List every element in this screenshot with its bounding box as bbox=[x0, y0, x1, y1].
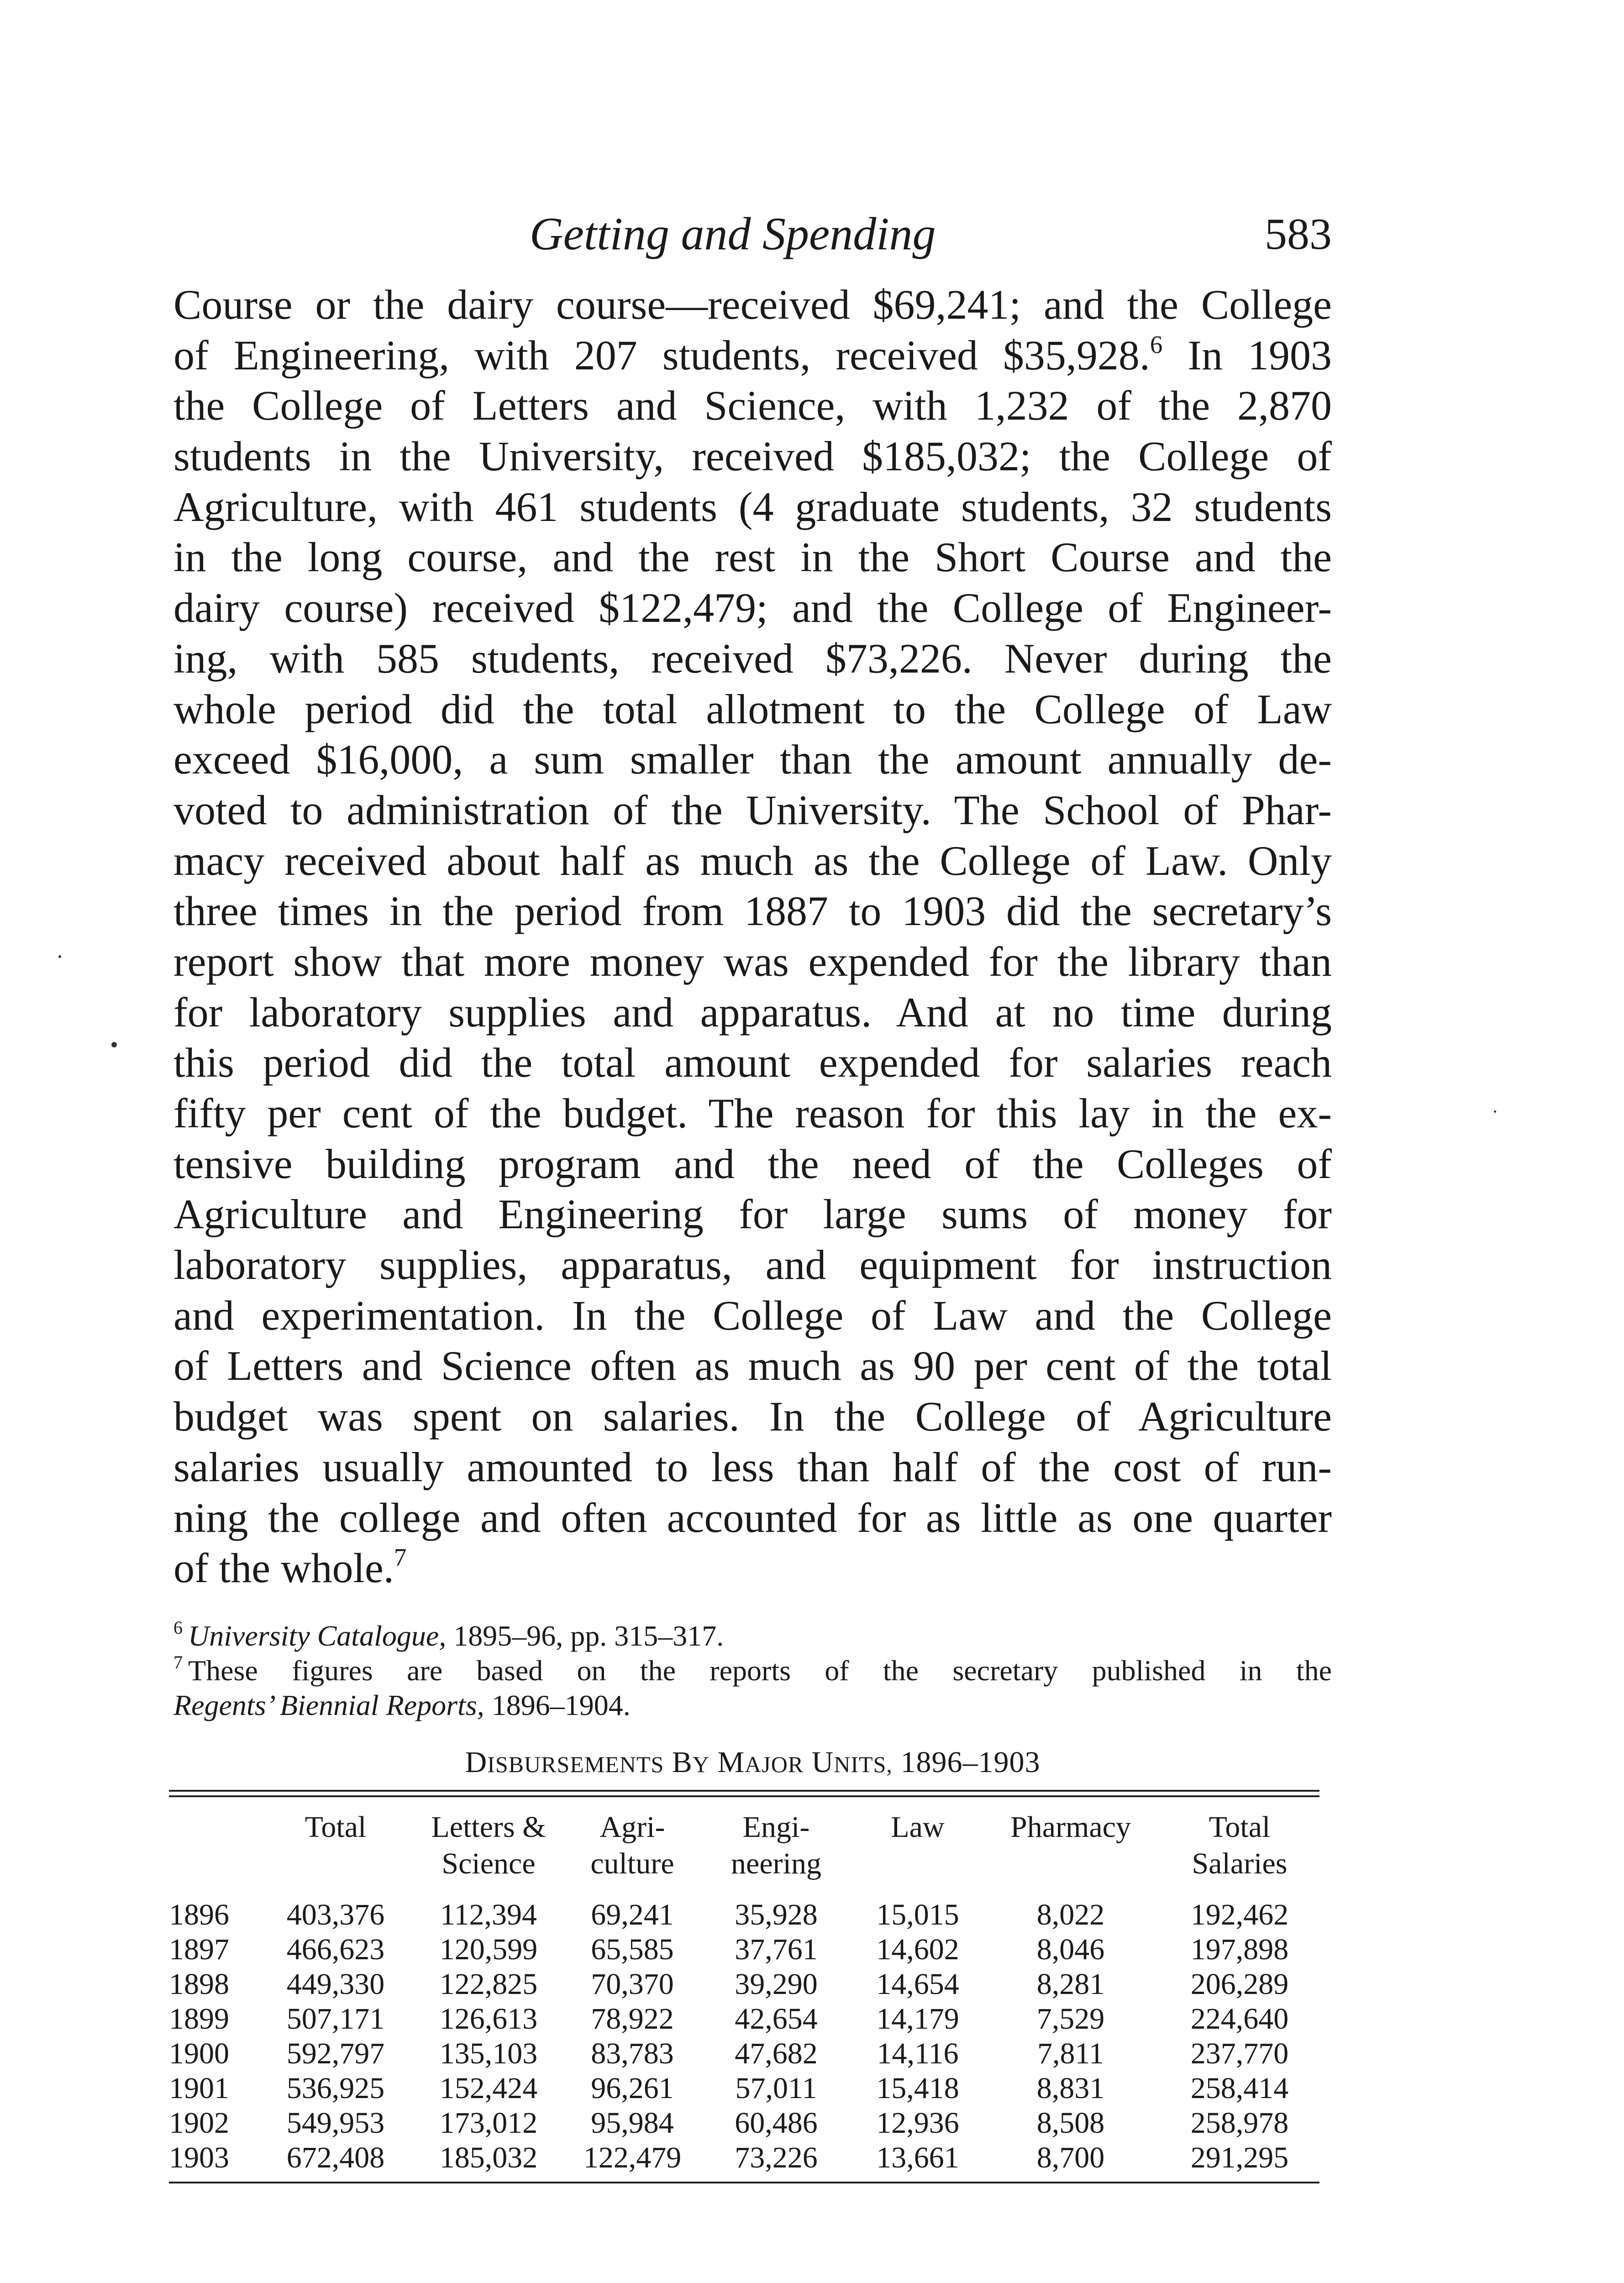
header-cell bbox=[1160, 1797, 1319, 1893]
footnote-6 bbox=[173, 1619, 1332, 1653]
scan-speck bbox=[58, 955, 61, 958]
value-cell: 15,418 bbox=[876, 2072, 959, 2105]
table-row bbox=[169, 1967, 1319, 2002]
value-cell: 7,811 bbox=[1037, 2037, 1104, 2070]
year-cell: 1897 bbox=[169, 1933, 229, 1966]
table-title-word bbox=[465, 1746, 664, 1779]
footnote-citation-title: University Catalogue, bbox=[188, 1620, 447, 1652]
value-cell: 592,797 bbox=[286, 2037, 385, 2070]
value-cell: 122,825 bbox=[439, 1967, 538, 2001]
scan-speck bbox=[1494, 1110, 1496, 1113]
table-row bbox=[169, 1893, 1319, 1932]
body-line: this period did the total amount expended for salaries reach bbox=[173, 1039, 1332, 1086]
header-cell bbox=[260, 1797, 411, 1893]
footnote-citation-rest: 1896–1904. bbox=[484, 1689, 631, 1721]
body-line: tensive building program and the need of the Colleges of bbox=[173, 1140, 1332, 1187]
footnote-line bbox=[173, 1653, 1332, 1688]
value-cell: 78,922 bbox=[591, 2002, 674, 2036]
disbursements-table-wrap bbox=[169, 1790, 1319, 2183]
body-line: Agriculture and Engineering for large sums of money for bbox=[173, 1191, 1332, 1238]
table-title-word bbox=[717, 1746, 804, 1779]
header-line2: culture bbox=[590, 1847, 674, 1880]
page-number: 583 bbox=[1265, 210, 1332, 259]
value-cell: 14,179 bbox=[876, 2002, 959, 2036]
body-line: Course or the dairy course—received $69,241; and the College bbox=[173, 281, 1332, 328]
header-line1: Agri- bbox=[599, 1810, 665, 1844]
year-cell: 1898 bbox=[169, 1967, 229, 2001]
body-line: Agriculture, with 461 students (4 graduate students, 32 students bbox=[173, 483, 1332, 530]
body-line: report show that more money was expended for the library than bbox=[173, 938, 1332, 985]
body-line: exceed $16,000, a sum smaller than the amount annually de- bbox=[173, 736, 1332, 783]
year-cell: 1903 bbox=[169, 2141, 229, 2174]
table-row bbox=[169, 2002, 1319, 2036]
body-line: voted to administration of the University. The School of Phar- bbox=[173, 786, 1332, 833]
value-cell: 12,936 bbox=[876, 2106, 959, 2140]
value-cell: 8,046 bbox=[1036, 1933, 1105, 1966]
header-line1: Total bbox=[305, 1810, 367, 1844]
value-cell: 57,011 bbox=[735, 2072, 817, 2105]
value-cell: 95,984 bbox=[591, 2106, 674, 2140]
body-line: ning the college and often accounted for as little as one quarter bbox=[173, 1494, 1332, 1541]
value-cell: 47,682 bbox=[735, 2037, 818, 2070]
header-line1: Law bbox=[891, 1810, 945, 1844]
table-row bbox=[169, 2071, 1319, 2106]
value-cell: 8,022 bbox=[1036, 1898, 1105, 1931]
value-cell: 13,661 bbox=[876, 2141, 959, 2174]
title-rest: ISBURSEMENTS bbox=[487, 1752, 664, 1777]
body-line-text: of Engineering, with 207 students, received $35,928. bbox=[173, 331, 1150, 379]
value-cell: 39,290 bbox=[735, 1967, 818, 2001]
value-cell: 37,761 bbox=[735, 1933, 818, 1966]
value-cell: 120,599 bbox=[439, 1933, 538, 1966]
table-row bbox=[169, 2141, 1319, 2182]
footnote-mark: 7 bbox=[173, 1652, 183, 1673]
value-cell: 70,370 bbox=[591, 1967, 674, 2001]
value-cell: 192,462 bbox=[1190, 1898, 1289, 1931]
value-cell: 206,289 bbox=[1190, 1967, 1289, 2001]
body-line bbox=[173, 330, 1332, 381]
body-line: salaries usually amounted to less than half of the cost of run- bbox=[173, 1443, 1332, 1490]
table-row bbox=[169, 2036, 1319, 2071]
value-cell: 466,623 bbox=[286, 1933, 385, 1966]
value-cell: 14,602 bbox=[876, 1933, 959, 1966]
footnote-7-cont bbox=[173, 1688, 1332, 1723]
body-line: students in the University, received $185,032; the College of bbox=[173, 433, 1332, 480]
year-cell: 1900 bbox=[169, 2037, 229, 2070]
table-title-years: 1896–1903 bbox=[900, 1746, 1041, 1779]
value-cell: 69,241 bbox=[591, 1898, 674, 1931]
body-line: the College of Letters and Science, with 1,232 of the 2,870 bbox=[173, 382, 1332, 429]
body-line bbox=[173, 1543, 1332, 1594]
value-cell: 8,700 bbox=[1036, 2141, 1105, 2174]
header-line1: Engi- bbox=[742, 1810, 810, 1844]
year-cell: 1901 bbox=[169, 2072, 229, 2105]
value-cell: 65,585 bbox=[591, 1933, 674, 1966]
body-line: of Letters and Science often as much as 90 per cent of the total bbox=[173, 1342, 1332, 1389]
header-cell bbox=[411, 1797, 566, 1893]
year-cell: 1899 bbox=[169, 2002, 229, 2036]
value-cell: 185,032 bbox=[439, 2141, 538, 2174]
value-cell: 237,770 bbox=[1190, 2037, 1289, 2070]
value-cell: 152,424 bbox=[439, 2072, 538, 2105]
value-cell: 83,783 bbox=[591, 2037, 674, 2070]
body-line: fifty per cent of the budget. The reason for this lay in the ex- bbox=[173, 1090, 1332, 1136]
title-rest: NITS, bbox=[834, 1752, 893, 1777]
title-initial: B bbox=[672, 1746, 693, 1779]
table-title-word bbox=[672, 1746, 710, 1779]
value-cell: 60,486 bbox=[735, 2106, 818, 2140]
footnote-citation-rest: 1895–96, pp. 315–317. bbox=[446, 1620, 724, 1652]
table-row bbox=[169, 1932, 1319, 1967]
footnote-text: These figures are based on the reports of the secretary published in the bbox=[188, 1654, 1332, 1687]
body-line: in the long course, and the rest in the Short Course and the bbox=[173, 534, 1332, 581]
header-line2: Salaries bbox=[1192, 1847, 1288, 1880]
year-cell: 1896 bbox=[169, 1898, 229, 1931]
header-cell bbox=[854, 1797, 982, 1893]
value-cell: 14,116 bbox=[877, 2037, 959, 2070]
table-top-rule bbox=[169, 1790, 1319, 1797]
header-line1: Pharmacy bbox=[1010, 1810, 1131, 1844]
value-cell: 549,953 bbox=[286, 2106, 385, 2140]
value-cell: 672,408 bbox=[286, 2141, 385, 2174]
body-line: for laboratory supplies and apparatus. And at no time during bbox=[173, 989, 1332, 1036]
value-cell: 15,015 bbox=[876, 1898, 959, 1931]
running-title: Getting and Spending bbox=[530, 208, 936, 260]
value-cell: 14,654 bbox=[876, 1967, 959, 2001]
footnote-ref-6[interactable]: 6 bbox=[1150, 330, 1163, 358]
body-line-text: In 1903 bbox=[1162, 331, 1332, 379]
title-rest: Y bbox=[692, 1752, 710, 1777]
value-cell: 403,376 bbox=[286, 1898, 385, 1931]
table-bottom-rule bbox=[169, 2182, 1319, 2183]
value-cell: 258,414 bbox=[1190, 2072, 1289, 2105]
value-cell: 122,479 bbox=[583, 2141, 682, 2174]
body-line: laboratory supplies, apparatus, and equipment for instruction bbox=[173, 1241, 1332, 1289]
body-line: dairy course) received $122,479; and the College of Engineer- bbox=[173, 584, 1332, 631]
body-paragraph bbox=[173, 279, 1332, 1594]
value-cell: 7,529 bbox=[1036, 2002, 1105, 2036]
title-initial: U bbox=[811, 1746, 834, 1779]
body-line: three times in the period from 1887 to 1903 did the secretary’s bbox=[173, 888, 1332, 935]
body-line: and experimentation. In the College of Law and the College bbox=[173, 1292, 1332, 1339]
table-title-word bbox=[812, 1746, 893, 1779]
value-cell: 258,978 bbox=[1190, 2106, 1289, 2140]
scan-speck bbox=[111, 1042, 117, 1047]
value-cell: 291,295 bbox=[1190, 2141, 1289, 2174]
value-cell: 8,831 bbox=[1036, 2072, 1105, 2105]
footnote-7 bbox=[173, 1653, 1332, 1688]
running-head bbox=[173, 205, 1332, 264]
value-cell: 112,394 bbox=[440, 1898, 537, 1931]
year-cell: 1902 bbox=[169, 2106, 229, 2140]
title-rest: AJOR bbox=[745, 1752, 804, 1777]
title-initial: D bbox=[465, 1746, 488, 1779]
value-cell: 126,613 bbox=[439, 2002, 538, 2036]
disbursements-table bbox=[169, 1797, 1319, 2182]
footnotes bbox=[173, 1619, 1332, 1723]
header-line1: Total bbox=[1209, 1810, 1271, 1844]
footnote-ref-7[interactable]: 7 bbox=[394, 1543, 407, 1572]
header-line1: Letters & bbox=[431, 1810, 546, 1844]
table-body bbox=[169, 1893, 1319, 2182]
value-cell: 8,508 bbox=[1036, 2106, 1105, 2140]
value-cell: 96,261 bbox=[591, 2072, 674, 2105]
header-line2: Science bbox=[441, 1847, 536, 1880]
table-row bbox=[169, 2106, 1319, 2141]
value-cell: 135,103 bbox=[439, 2037, 538, 2070]
value-cell: 42,654 bbox=[735, 2002, 818, 2036]
value-cell: 224,640 bbox=[1190, 2002, 1289, 2036]
table-header bbox=[169, 1797, 1319, 1893]
value-cell: 173,012 bbox=[439, 2106, 538, 2140]
value-cell: 197,898 bbox=[1190, 1933, 1289, 1966]
footnote-citation-title: Regents’ Biennial Reports, bbox=[173, 1689, 484, 1721]
title-initial: M bbox=[717, 1746, 745, 1779]
body-line: whole period did the total allotment to the College of Law bbox=[173, 685, 1332, 732]
body-line: ing, with 585 students, received $73,226. Never during the bbox=[173, 635, 1332, 682]
header-cell bbox=[982, 1797, 1160, 1893]
header-cell bbox=[699, 1797, 854, 1893]
header-line2: neering bbox=[731, 1847, 821, 1880]
value-cell: 35,928 bbox=[735, 1898, 818, 1931]
header-cell-year bbox=[169, 1797, 260, 1893]
value-cell: 507,171 bbox=[286, 2002, 385, 2036]
header-cell bbox=[566, 1797, 699, 1893]
table-header-row bbox=[169, 1797, 1319, 1893]
value-cell: 536,925 bbox=[286, 2072, 385, 2105]
body-line-text: of the whole. bbox=[173, 1545, 394, 1592]
value-cell: 73,226 bbox=[735, 2141, 818, 2174]
footnote-mark: 6 bbox=[173, 1617, 183, 1638]
value-cell: 449,330 bbox=[286, 1967, 385, 2001]
value-cell: 8,281 bbox=[1036, 1967, 1105, 2001]
table-title bbox=[173, 1744, 1332, 1783]
body-line: macy received about half as much as the College of Law. Only bbox=[173, 837, 1332, 884]
body-line: budget was spent on salaries. In the College of Agriculture bbox=[173, 1393, 1332, 1440]
